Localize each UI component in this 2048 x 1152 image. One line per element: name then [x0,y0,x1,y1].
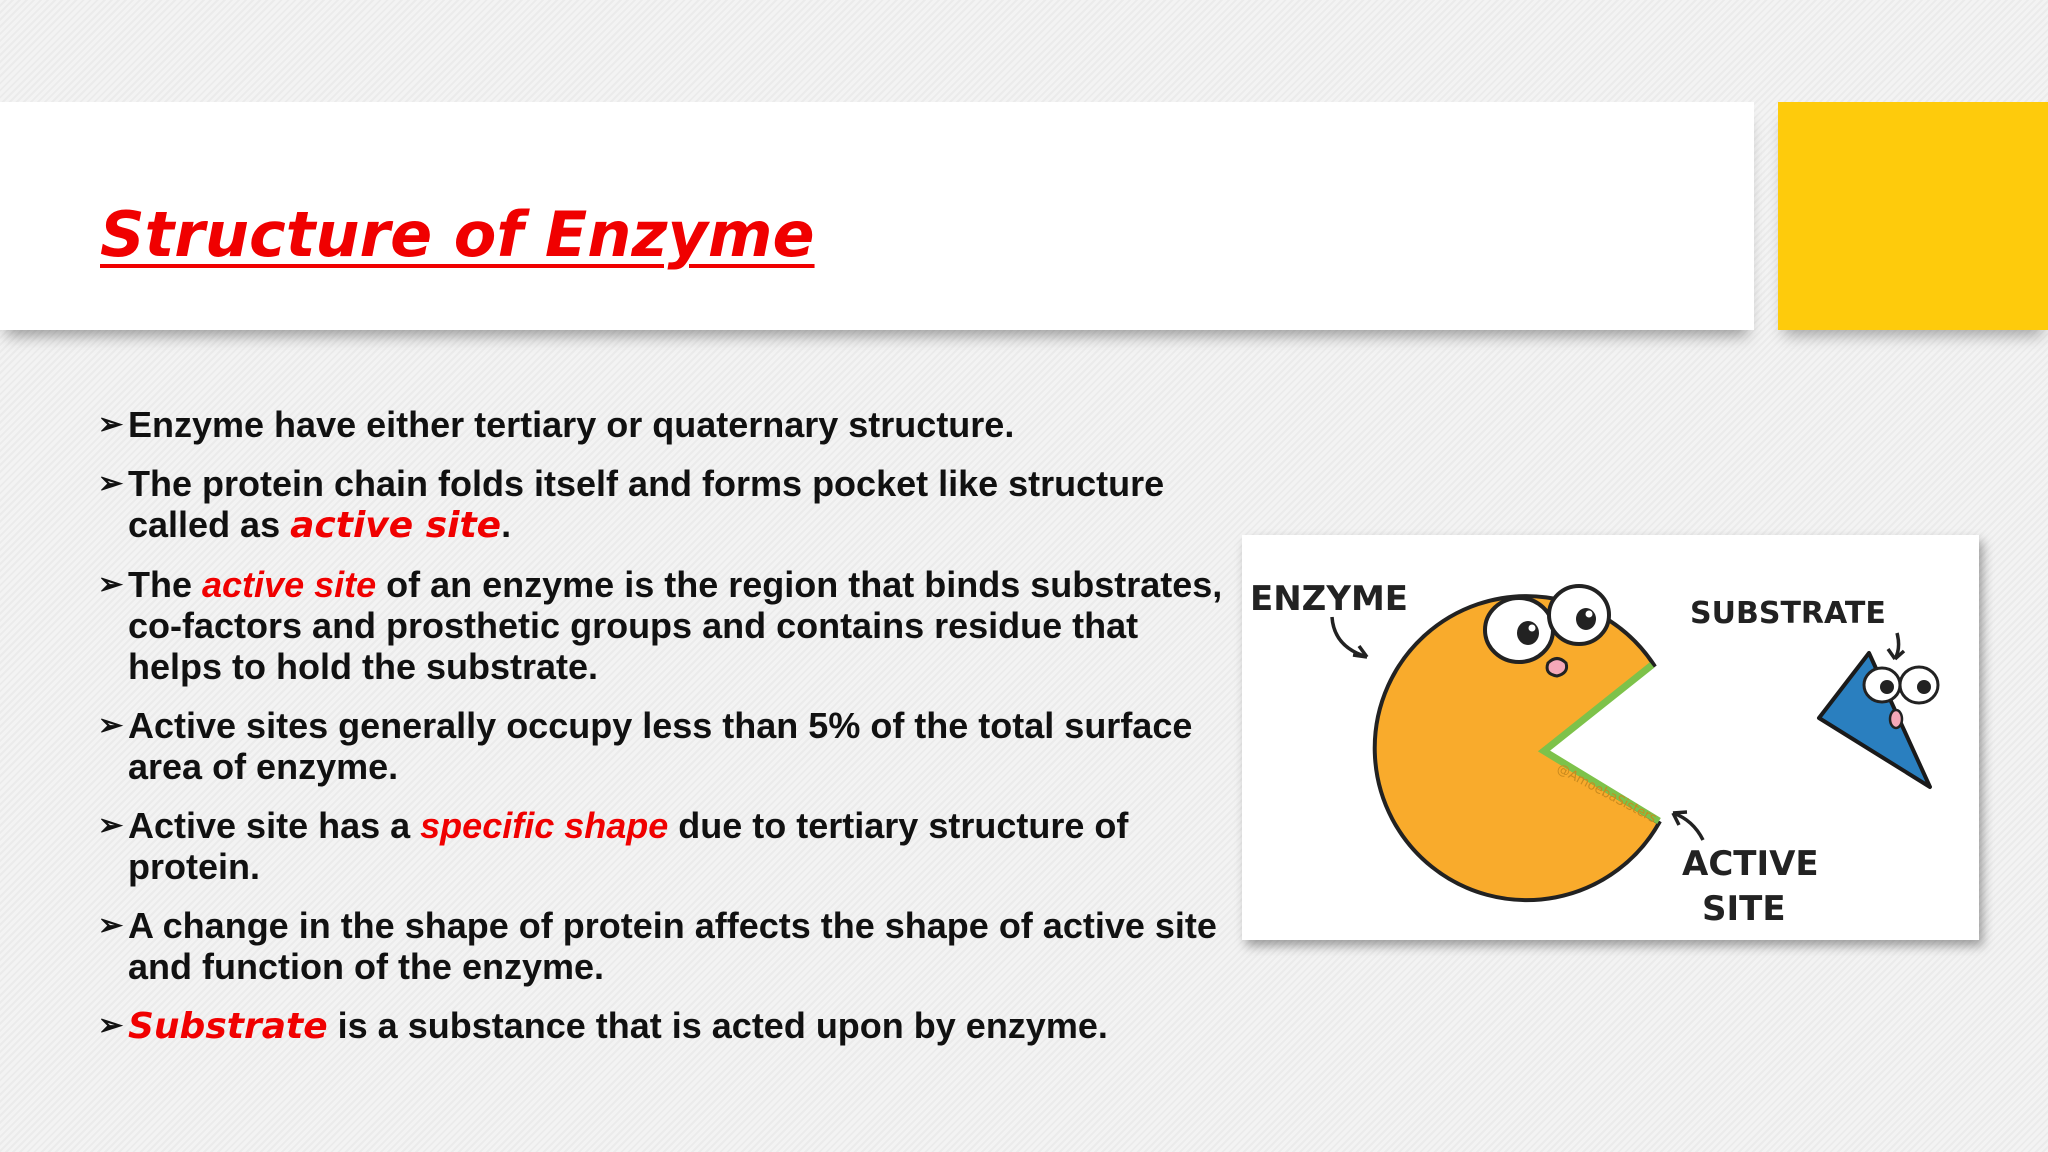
arrow-bullet-icon: ➢ [98,809,124,842]
highlight-active-site: active site [290,505,502,546]
label-enzyme: ENZYME [1250,579,1409,619]
bullet-item: ➢ Active site has a specific shape due to tertiary structure of protein. [98,805,1129,887]
arrow-bullet-icon: ➢ [98,909,124,942]
highlight-substrate: Substrate [128,1006,328,1047]
arrow-bullet-icon: ➢ [98,568,124,601]
bullet-item: ➢ A change in the shape of protein affects the shape of active site and function of the enzyme. [98,905,1217,987]
enzyme-substrate-illustration [1242,535,1979,940]
bullet-item: ➢ The active site of an enzyme is the region that binds substrates, co-factors and prosthetic groups and contains residue that helps to hold the substrate. [98,564,1223,687]
active-site-arrow-icon [1673,813,1703,840]
watermark: @AmoebaSisters [1554,761,1659,827]
label-site: SITE [1702,889,1786,929]
substrate-eyes-icon [1864,667,1938,703]
enzyme-cartoon-svg [1242,535,1979,940]
label-active: ACTIVE [1682,844,1819,884]
label-substrate: SUBSTRATE [1690,596,1886,631]
highlight-specific-shape: specific shape [420,805,669,846]
arrow-bullet-icon: ➢ [98,709,124,742]
bullet-list [98,404,1228,1065]
bullet-item: ➢ Substrate is a substance that is acted upon by enzyme. [98,1005,1108,1047]
arrow-bullet-icon: ➢ [98,408,124,441]
bullet-item: ➢ Active sites generally occupy less than 5% of the total surface area of enzyme. [98,705,1193,787]
enzyme-mouth-icon [1547,659,1567,677]
arrow-bullet-icon: ➢ [98,467,124,500]
bullet-item: ➢ Enzyme have either tertiary or quaternary structure. [98,404,1015,445]
bullet-item: ➢ The protein chain folds itself and forms pocket like structure called as active site. [98,463,1165,546]
highlight-active-site: active site [202,564,377,605]
slide-title: Structure of Enzyme [100,198,815,271]
accent-yellow-box [1778,102,2048,330]
arrow-bullet-icon: ➢ [98,1009,124,1042]
substrate-mouth-icon [1890,710,1902,728]
